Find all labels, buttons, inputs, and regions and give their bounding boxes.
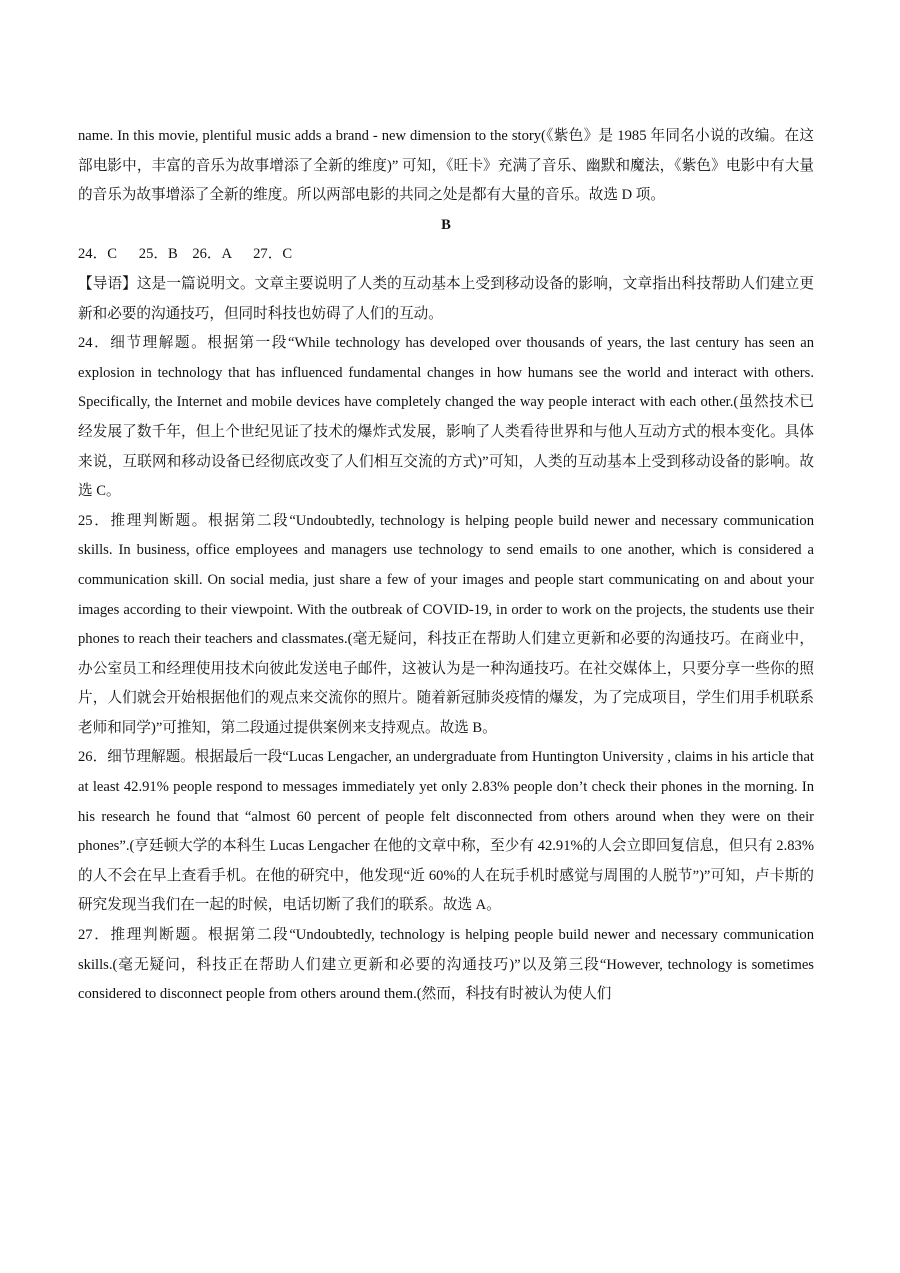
- question-25-explanation: 25．推理判断题。根据第二段“Undoubtedly, technology is helping people build newer and necessary communication skills. In business, office employees and managers use technology to send emails to one another, which is considered a communication skill. On social media, just share a few of your images and people start communicating on and about your images according to their viewpoint. With the outbreak of COVID-19, in order to work on the projects, the students use their phones to reach their teachers and classmates.(毫无疑问，科技正在帮助人们建立更新和必要的沟通技巧。在商业中，办公室员工和经理使用技术向彼此发送电子邮件，这被认为是一种沟通技巧。在社交媒体上，只要分享一些你的照片，人们就会开始根据他们的观点来交流你的照片。随着新冠肺炎疫情的爆发，为了完成项目，学生们用手机联系老师和同学)”可推知，第二段通过提供案例来支持观点。故选 B。: [78, 512, 814, 736]
- answers-line: 24．C 25．B 26．A 27．C: [78, 246, 293, 263]
- question-27-explanation: 27．推理判断题。根据第二段“Undoubtedly, technology is helping people build newer and necessary communication skills.(毫无疑问，科技正在帮助人们建立更新和必要的沟通技巧)”以及第三段“However, technology is sometimes considered to disconnect people from others around them.(然而，科技有时被认为使人们: [78, 927, 814, 1003]
- question-24-explanation: 24．细节理解题。根据第一段“While technology has developed over thousands of years, the last century has seen an explosion in technology that has influenced fundamental changes in how humans see the world and interact with others. Specifically, the Internet and mobile devices have completely changed the way people interact with each other.(虽然技术已经发展了数千年，但上个世纪见证了技术的爆炸式发展，影响了人类看待世界和与他人互动方式的根本变化。具体来说，互联网和移动设备已经彻底改变了人们相互交流的方式)”可知，人类的互动基本上受到移动设备的影响。故选 C。: [78, 335, 814, 500]
- section-title: B: [441, 216, 451, 233]
- question-26-explanation: 26．细节理解题。根据最后一段“Lucas Lengacher, an undergraduate from Huntington University , claims in his article that at least 42.91% people respond to messages immediately yet only 2.83% people don’t check their phones in the morning. In his research he found that “almost 60 percent of people felt disconnected from others around when they were on their phones”.(亨廷顿大学的本科生 Lucas Lengacher 在他的文章中称，至少有 42.91%的人会立即回复信息，但只有 2.83%的人不会在早上查看手机。在他的研究中，他发现“近 60%的人在玩手机时感觉与周围的人脱节”)”可知，卢卡斯的研究发现当我们在一起的时候，电话切断了我们的联系。故选 A。: [78, 749, 814, 914]
- document-page: [78, 122, 814, 1010]
- guide-paragraph: 【导语】这是一篇说明文。文章主要说明了人类的互动基本上受到移动设备的影响，文章指出科技帮助人们建立更新和必要的沟通技巧，但同时科技也妨碍了人们的互动。: [78, 275, 814, 322]
- intro-paragraph: name. In this movie, plentiful music adds a brand - new dimension to the story(《紫色》是 1985 年同名小说的改编。在这部电影中，丰富的音乐为故事增添了全新的维度)” 可知，《旺卡》充满了音乐、幽默和魔法，《紫色》电影中有大量的音乐为故事增添了全新的维度。所以两部电影的共同之处是都有大量的音乐。故选 D 项。: [78, 128, 814, 204]
